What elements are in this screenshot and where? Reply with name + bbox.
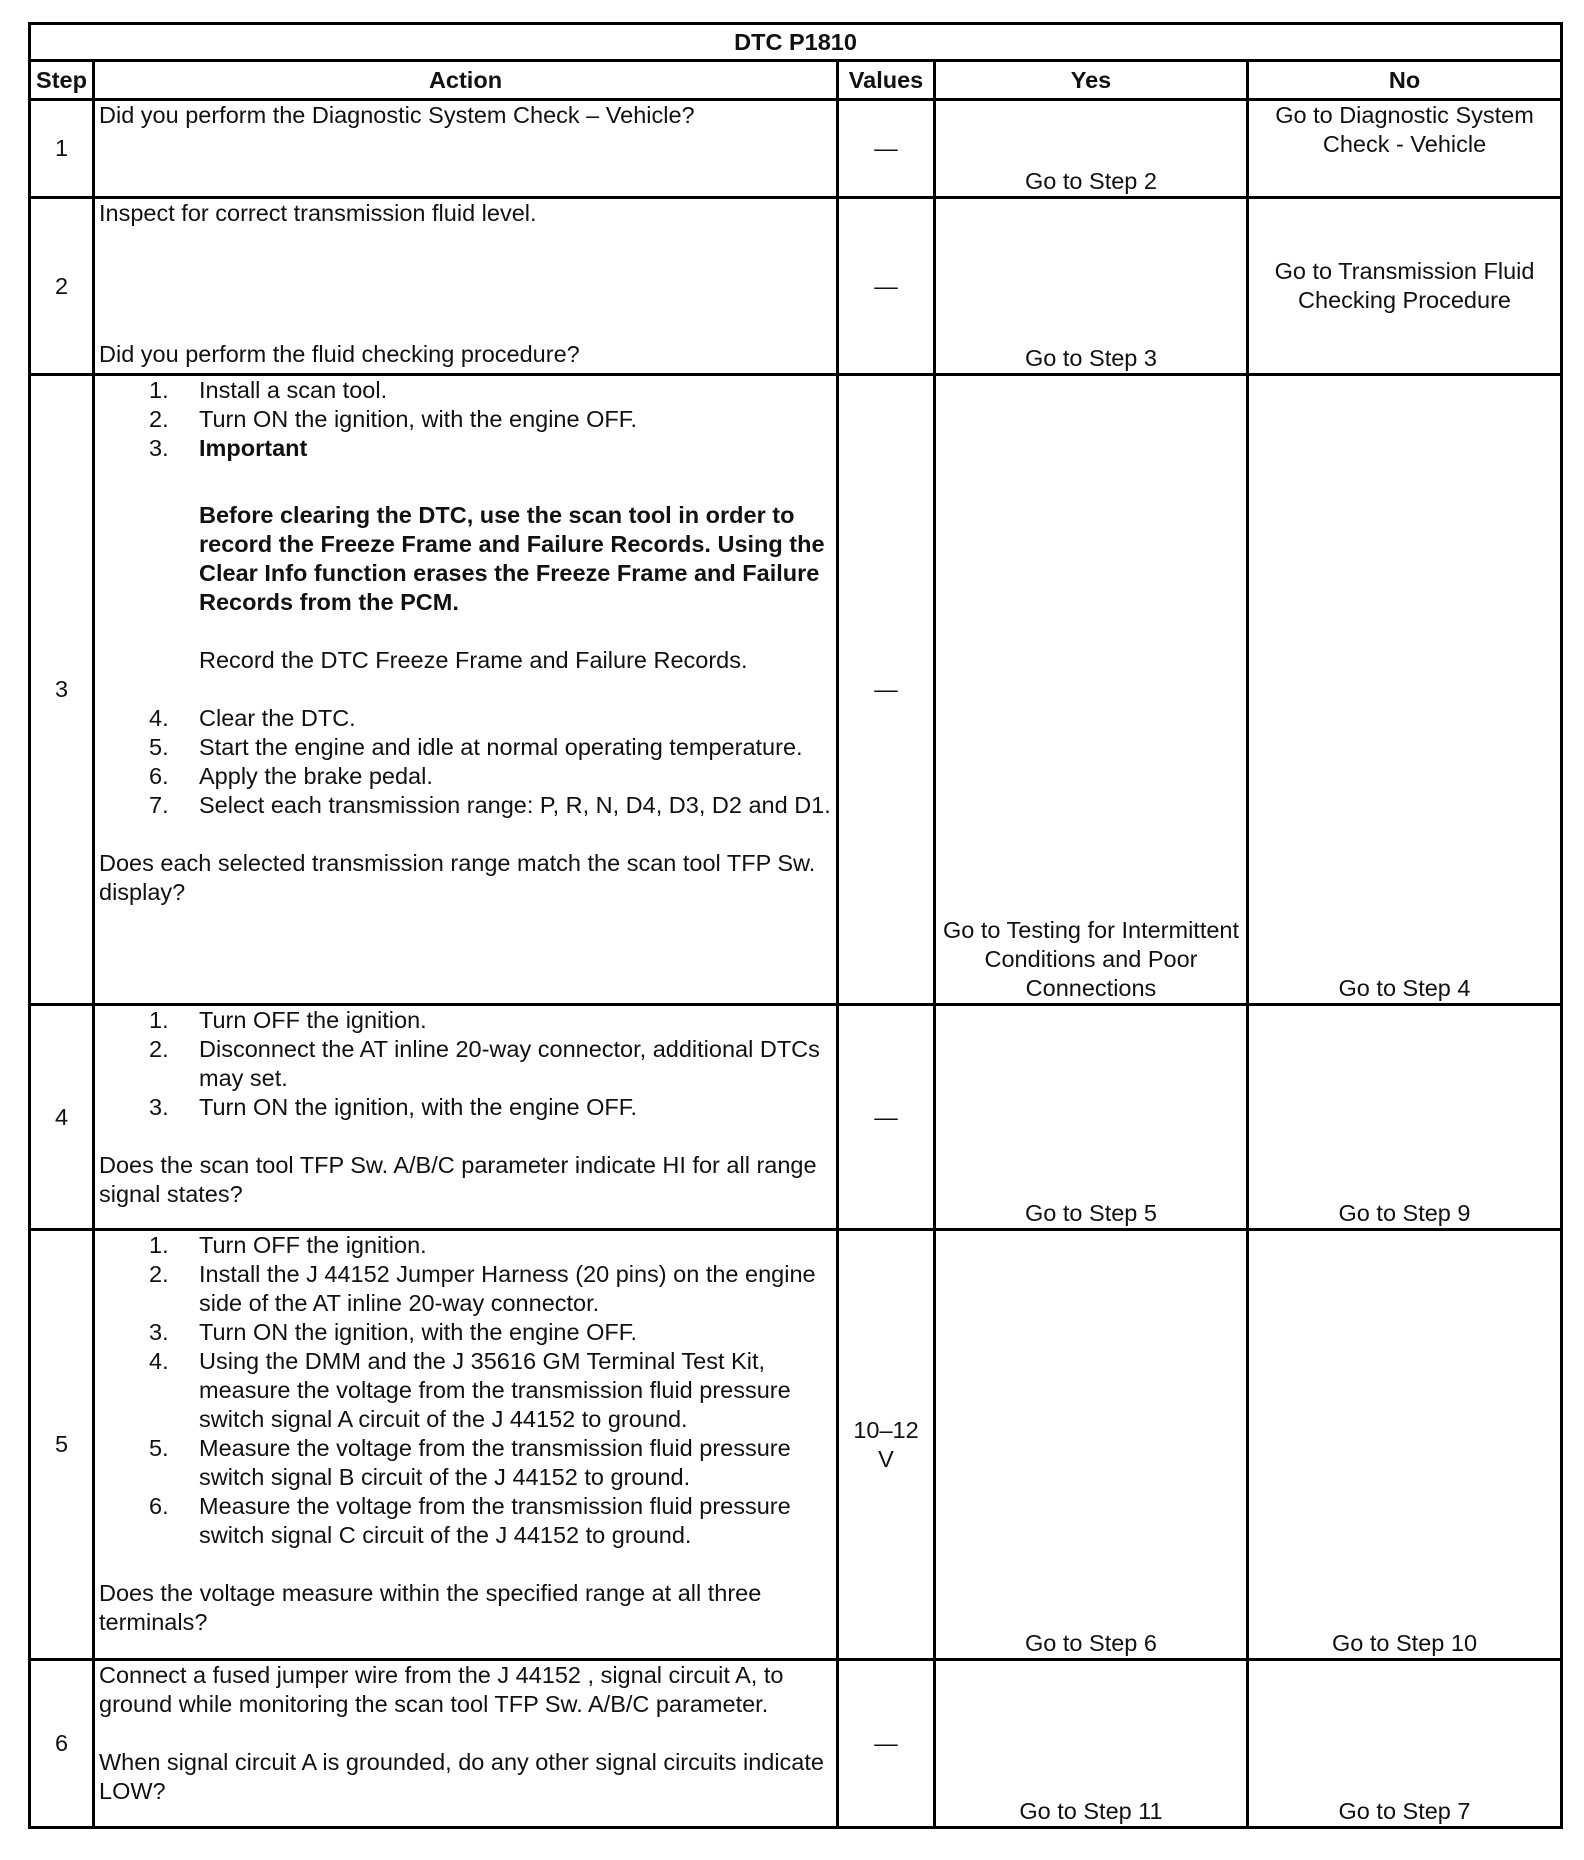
table-row — [30, 1230, 1562, 1660]
header-yes: Yes — [935, 61, 1248, 100]
list-item — [99, 733, 832, 762]
action-question: Does the scan tool TFP Sw. A/B/C parameter indicate HI for all range signal states? — [99, 1152, 817, 1207]
important-label: Important — [199, 435, 308, 461]
item-text: Select each transmission range: P, R, N, D4, D3, D2 and D1. — [199, 792, 831, 818]
item-text: Turn ON the ignition, with the engine OFF. — [199, 1094, 638, 1120]
procedure-list — [99, 1006, 832, 1122]
list-item — [99, 1231, 832, 1260]
list-item — [99, 1035, 832, 1093]
value-cell: — — [838, 100, 935, 198]
item-number: 3. — [149, 435, 169, 461]
item-number: 6. — [149, 1493, 169, 1519]
dtc-table — [28, 22, 1563, 1829]
item-number: 6. — [149, 763, 169, 789]
no-link[interactable]: Go to Step 9 — [1248, 1005, 1562, 1230]
list-item — [99, 762, 832, 791]
item-number: 5. — [149, 734, 169, 760]
item-number: 1. — [149, 1232, 169, 1258]
item-number: 7. — [149, 792, 169, 818]
step-number: 3 — [30, 375, 94, 1005]
record-note: Record the DTC Freeze Frame and Failure Records. — [199, 647, 748, 673]
yes-link[interactable]: Go to Testing for Intermittent Conditions and Poor Connections — [935, 375, 1248, 1005]
action-question: Did you perform the fluid checking procedure? — [99, 341, 580, 367]
action-intro: Inspect for correct transmission fluid level. — [99, 200, 537, 226]
action-intro: Connect a fused jumper wire from the J 44152 , signal circuit A, to ground while monitoring the scan tool TFP Sw. A/B/C parameter. — [99, 1662, 784, 1717]
list-item — [99, 791, 832, 820]
header-no: No — [1248, 61, 1562, 100]
item-number: 2. — [149, 1036, 169, 1062]
item-text: Measure the voltage from the transmission fluid pressure switch signal B circuit of the J 44152 to ground. — [199, 1435, 791, 1490]
item-number: 3. — [149, 1319, 169, 1345]
title-row — [30, 24, 1562, 61]
header-action: Action — [94, 61, 838, 100]
list-item — [99, 1093, 832, 1122]
list-item — [99, 704, 832, 733]
item-text: Apply the brake pedal. — [199, 763, 433, 789]
yes-link[interactable]: Go to Step 6 — [935, 1230, 1248, 1660]
item-number: 2. — [149, 406, 169, 432]
list-item — [99, 1492, 832, 1550]
item-text: Turn ON the ignition, with the engine OFF. — [199, 406, 638, 432]
item-text: Turn OFF the ignition. — [199, 1007, 427, 1033]
table-row — [30, 1005, 1562, 1230]
item-text: Measure the voltage from the transmission fluid pressure switch signal C circuit of the J 44152 to ground. — [199, 1493, 791, 1548]
no-link[interactable]: Go to Diagnostic System Check - Vehicle — [1248, 100, 1562, 198]
list-item — [99, 1006, 832, 1035]
value-cell: — — [838, 198, 935, 375]
item-text: Disconnect the AT inline 20-way connector, additional DTCs may set. — [199, 1036, 820, 1091]
action-cell — [94, 1005, 838, 1230]
action-question: Does each selected transmission range match the scan tool TFP Sw. display? — [99, 850, 816, 905]
step-number: 5 — [30, 1230, 94, 1660]
item-text: Start the engine and idle at normal operating temperature. — [199, 734, 803, 760]
action-question: Did you perform the Diagnostic System Check – Vehicle? — [99, 102, 695, 128]
no-link[interactable]: Go to Step 10 — [1248, 1230, 1562, 1660]
table-title: DTC P1810 — [30, 24, 1562, 61]
item-text: Install the J 44152 Jumper Harness (20 pins) on the engine side of the AT inline 20-way connector. — [199, 1261, 816, 1316]
list-item — [99, 376, 832, 405]
no-link[interactable]: Go to Step 4 — [1248, 375, 1562, 1005]
table-row — [30, 375, 1562, 1005]
action-cell — [94, 375, 838, 1005]
item-text: Turn ON the ignition, with the engine OFF. — [199, 1319, 638, 1345]
value-cell: — — [838, 375, 935, 1005]
step-number: 1 — [30, 100, 94, 198]
procedure-list — [99, 704, 832, 820]
important-note: Before clearing the DTC, use the scan tool in order to record the Freeze Frame and Failure Records. Using the Clear Info function erases the Freeze Frame and Failure Records from the PCM. — [199, 502, 825, 615]
no-link[interactable]: Go to Transmission Fluid Checking Procedure — [1248, 198, 1562, 375]
value-cell: 10–12 V — [838, 1230, 935, 1660]
list-item — [99, 1318, 832, 1347]
diagnostic-document — [28, 22, 1560, 1829]
item-number: 5. — [149, 1435, 169, 1461]
step-number: 6 — [30, 1660, 94, 1828]
table-row — [30, 100, 1562, 198]
item-text: Turn OFF the ignition. — [199, 1232, 427, 1258]
action-cell — [94, 1230, 838, 1660]
header-values: Values — [838, 61, 935, 100]
yes-link[interactable]: Go to Step 5 — [935, 1005, 1248, 1230]
item-number: 4. — [149, 705, 169, 731]
header-step: Step — [30, 61, 94, 100]
list-item — [99, 1347, 832, 1434]
list-item — [99, 405, 832, 434]
item-number: 3. — [149, 1094, 169, 1120]
value-cell: — — [838, 1005, 935, 1230]
item-number: 4. — [149, 1348, 169, 1374]
item-number: 1. — [149, 1007, 169, 1033]
action-cell — [94, 198, 838, 375]
list-item — [99, 1260, 832, 1318]
table-row — [30, 198, 1562, 375]
action-cell — [94, 100, 838, 198]
yes-link[interactable]: Go to Step 2 — [935, 100, 1248, 198]
procedure-list — [99, 1231, 832, 1550]
list-item — [99, 1434, 832, 1492]
action-cell — [94, 1660, 838, 1828]
item-text: Using the DMM and the J 35616 GM Terminal Test Kit, measure the voltage from the transmission fluid pressure switch signal A circuit of the J 44152 to ground. — [199, 1348, 791, 1432]
procedure-list — [99, 376, 832, 463]
header-row — [30, 61, 1562, 100]
action-question: Does the voltage measure within the specified range at all three terminals? — [99, 1580, 762, 1635]
yes-link[interactable]: Go to Step 11 — [935, 1660, 1248, 1828]
step-number: 2 — [30, 198, 94, 375]
item-text: Install a scan tool. — [199, 377, 388, 403]
step-number: 4 — [30, 1005, 94, 1230]
item-number: 2. — [149, 1261, 169, 1287]
list-item — [99, 434, 832, 463]
yes-link[interactable]: Go to Step 3 — [935, 198, 1248, 375]
table-row — [30, 1660, 1562, 1828]
value-cell: — — [838, 1660, 935, 1828]
item-text: Clear the DTC. — [199, 705, 356, 731]
item-number: 1. — [149, 377, 169, 403]
action-question: When signal circuit A is grounded, do any other signal circuits indicate LOW? — [99, 1749, 824, 1804]
no-link[interactable]: Go to Step 7 — [1248, 1660, 1562, 1828]
